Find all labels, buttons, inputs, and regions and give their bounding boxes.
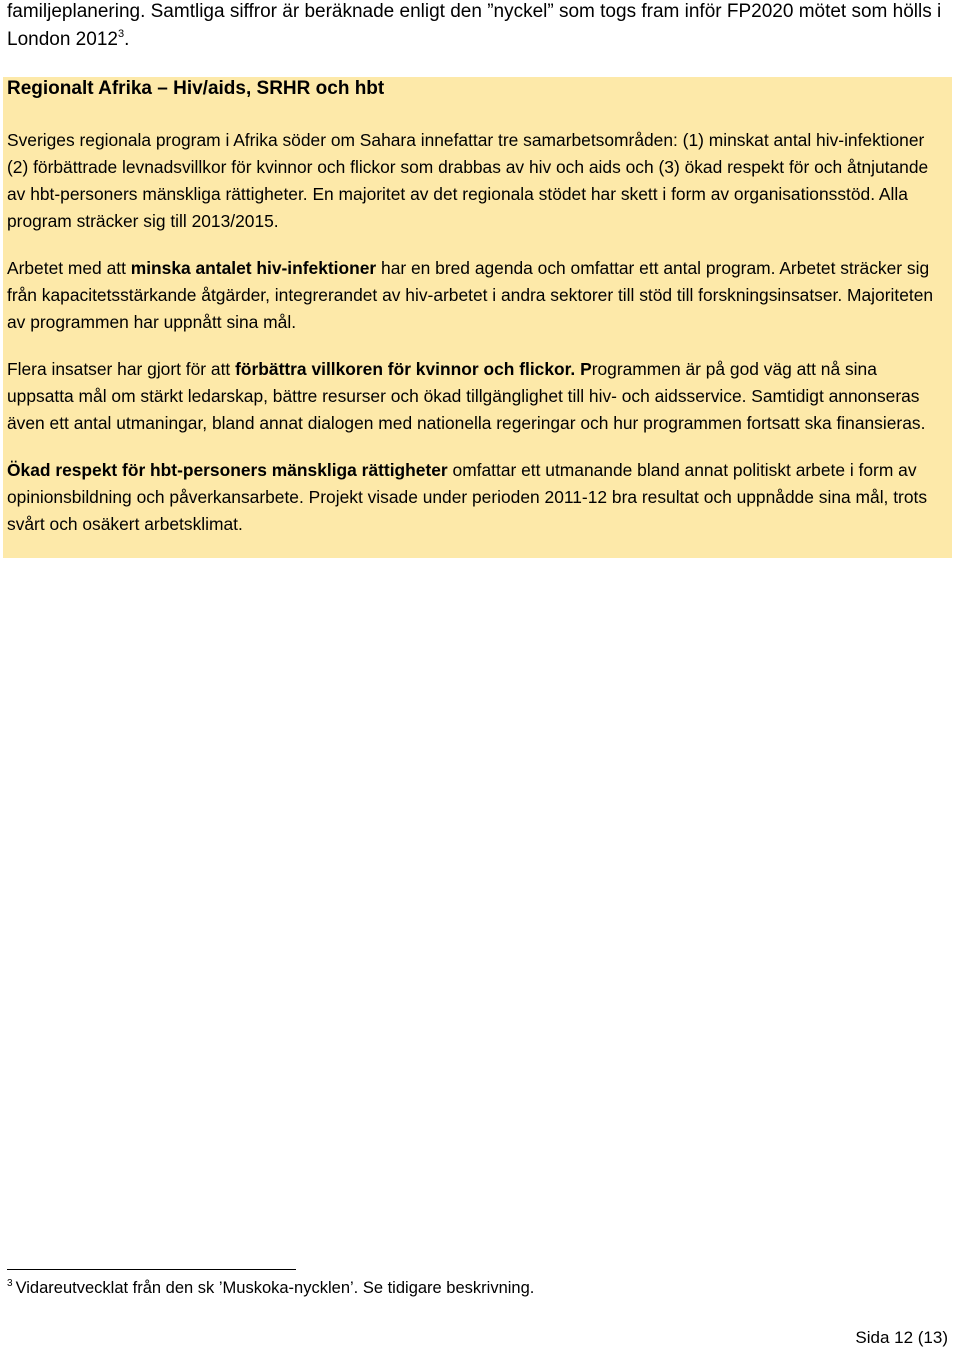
footnote-separator (7, 1269, 296, 1270)
box-content (7, 127, 947, 558)
text-span: omfattar ett utmanande bland annat politiskt arbete i form av opinionsbildning och påverkansarbete. Projekt visade under perioden 2011-12 bra resultat och uppnådde sina mål, trots svårt och osäkert arbetsklimat. (7, 460, 928, 534)
highlight-box-regional-africa (3, 77, 952, 558)
text-span: rogrammen är på god väg att nå sina uppsatta mål om stärkt ledarskap, bättre resurser och ökad tillgänglighet till hiv- och aidsservice. Samtidigt annonseras även ett antal utmaningar, bland annat dialogen med nationella regeringar och hur programmen fortsatt ska finansieras. (7, 359, 926, 433)
bold-phrase: Ökad respekt för hbt-personers mänskliga rättigheter (7, 460, 448, 480)
intro-paragraph (7, 0, 947, 54)
intro-text-end: . (124, 29, 130, 50)
bold-phrase: minska antalet hiv-infektioner (130, 258, 377, 278)
footnote-reference[interactable]: 3 (117, 28, 125, 40)
page-number: Sida 12 (13) (855, 1328, 948, 1347)
text-span: Arbetet med att (7, 258, 131, 278)
footnote-text: Vidareutvecklat från den sk ’Muskoka-nycklen’. Se tidigare beskrivning. (15, 1279, 535, 1297)
paragraph-overview: Sveriges regionala program i Afrika söder om Sahara innefattar tre samarbetsområden: (1) minskat antal hiv-infektioner (2) förbättrade levnadsvillkor för kvinnor och flickor som drabbas av hiv och aids och (3) ökad respekt för och åtnjutande av hbt-personers mänskliga rättigheter. En majoritet av det regionala stödet har skett i form av organisationsstöd. Alla program sträcker sig till 2013/2015. (7, 130, 929, 231)
paragraph-hbt-rights (7, 457, 947, 538)
footnote (7, 1277, 534, 1299)
box-title: Regionalt Afrika – Hiv/aids, SRHR och hbt (7, 78, 385, 99)
footnote-number: 3 (7, 1278, 13, 1289)
paragraph-hiv-infections (7, 255, 947, 336)
paragraph-women-girls (7, 356, 947, 437)
bold-phrase: förbättra villkoren för kvinnor och flickor. P (235, 359, 592, 379)
text-span: har en bred agenda och omfattar ett antal program. Arbetet sträcker sig från kapacitetsstärkande åtgärder, integrerandet av hiv-arbetet i andra sektorer till stöd till forskningsinsatser. Majoriteten av programmen har uppnått sina mål. (7, 258, 934, 332)
intro-text: familjeplanering. Samtliga siffror är beräknade enligt den ”nyckel” som togs fram inför FP2020 mötet som hölls i London 2012 (7, 1, 942, 50)
text-span: Flera insatser har gjort för att (7, 359, 236, 379)
